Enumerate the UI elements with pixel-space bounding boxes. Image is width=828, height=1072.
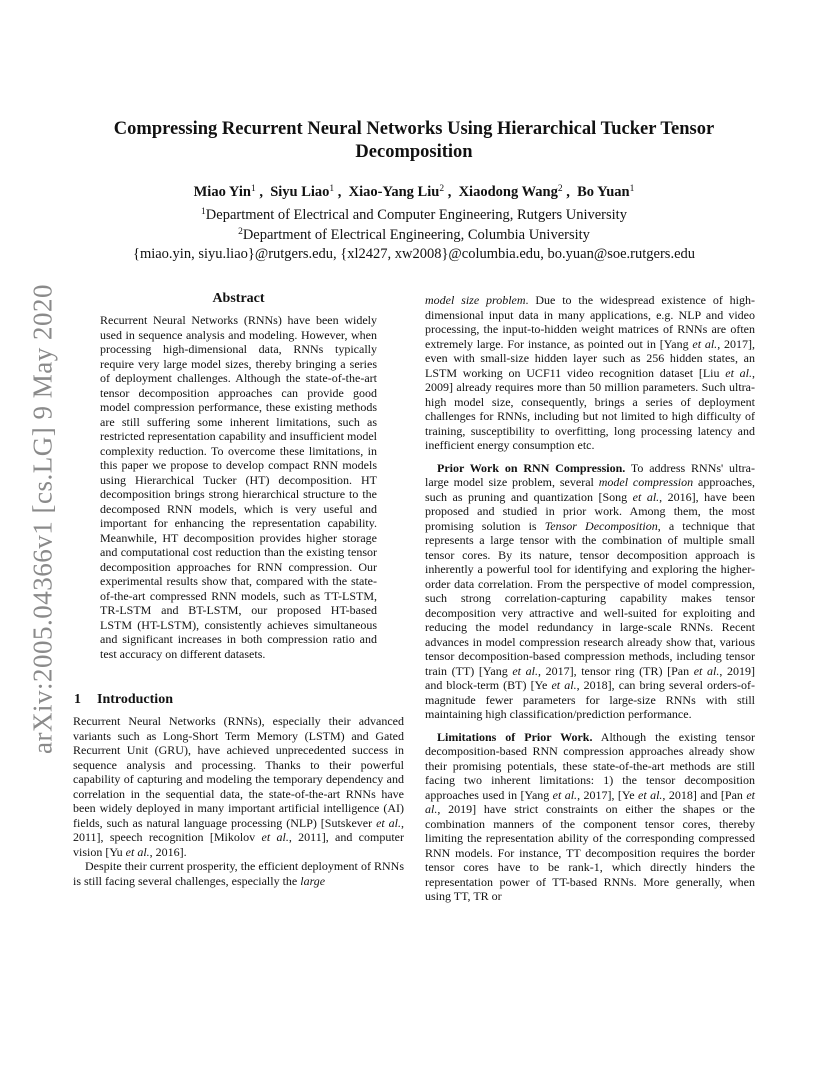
limitations-paragraph bbox=[425, 730, 755, 904]
right-column bbox=[425, 293, 755, 904]
text-run: , 2017], even with small-size hidden layer such as 256 hidden states, an LSTM working on UCF11 video recognition dataset [Liu bbox=[425, 336, 755, 380]
author bbox=[194, 184, 256, 200]
affiliations bbox=[60, 204, 768, 244]
text-run: , 2016]. bbox=[149, 844, 187, 859]
text-run: , 2018] and [Pan bbox=[662, 787, 747, 802]
affiliation-text: Department of Electrical Engineering, Columbia University bbox=[242, 227, 590, 243]
text-run: Despite their current prosperity, the efficient deployment of RNNs is still facing several challenges, especially the bbox=[73, 859, 404, 888]
italic-text-run: et al. bbox=[261, 830, 289, 844]
italic-text-run: model compression bbox=[598, 475, 694, 489]
author-affiliation-mark: 1 bbox=[629, 184, 635, 194]
text-run: , 2019] and block-term (BT) [Ye bbox=[425, 663, 756, 692]
intro-paragraph-1 bbox=[73, 714, 404, 859]
author-name: Miao Yin bbox=[193, 184, 251, 200]
text-run: , 2011], speech recognition [Mikolov bbox=[73, 815, 404, 844]
affiliation bbox=[60, 204, 768, 224]
text-run: , 2011], and computer vision [Yu bbox=[73, 830, 404, 859]
text-run: , 2018], can bring several orders-of-magnitude fewer parameters for large-size RNNs with still maintaining high classification/prediction performance. bbox=[425, 678, 755, 721]
italic-text-run: et al. bbox=[425, 787, 755, 816]
italic-text-run: et al. bbox=[125, 844, 150, 859]
italic-text-run: et al. bbox=[632, 489, 660, 504]
text-run: approaches, such as pruning and quantization [Song bbox=[425, 475, 755, 504]
italic-text-run: large bbox=[300, 873, 326, 888]
italic-text-run: et al. bbox=[512, 663, 538, 678]
author-name: Xiao-Yang Liu bbox=[348, 184, 440, 200]
italic-text-run: et al. bbox=[692, 336, 718, 351]
affiliation-text: Department of Electrical and Computer Engineering, Rutgers University bbox=[205, 207, 627, 223]
text-run: . Due to the widespread existence of high-dimensional input data in many applications, e.g. NLP and video processing, the input-to-hidden weight matrices of RNNs are often extremely large. For instance, as pointed out in [Yang bbox=[425, 293, 755, 351]
abstract-heading: Abstract bbox=[212, 291, 265, 306]
author-name: Siyu Liao bbox=[270, 184, 330, 200]
paragraph-body bbox=[425, 730, 755, 904]
abstract-text: Recurrent Neural Networks (RNNs) have been widely used in sequence analysis and modeling. However, when processing high-dimensional data, RNNs typically require very large model sizes, thereby bringing a series of deployment challenges. Although the state-of-the-art tensor decomposition approaches can provide good model compression performance, these existing methods are still suffering some inherent limitations, such as restricted representation capability and insufficient model complexity reduction. To overcome these limitations, in this paper we propose to develop compact RNN models using Hierarchical Tucker (HT) decomposition. HT decomposition brings strong hierarchical structure to the decomposed RNN models, which is very useful and important for enhancing the representation capability. Meanwhile, HT decomposition provides higher storage and computational cost reduction than the existing tensor decomposition approaches for RNN compression. Our experimental results show that, compared with the state-of-the-art compressed RNN models, such as TT-LSTM, TR-LSTM and BT-LSTM, our proposed HT-based LSTM (HT-LSTM), consistently achieves simultaneous and significant increases in both compression ratio and test accuracy on different datasets. bbox=[100, 313, 377, 661]
author-affiliation-mark: 2 bbox=[439, 184, 445, 194]
left-column bbox=[73, 290, 404, 888]
text-run: To address RNNs' ultra-large model size problem, several bbox=[425, 460, 755, 489]
section-number: 1 bbox=[74, 692, 81, 707]
text-run: Although the existing tensor decomposition-based RNN compression approaches already show their promising potentials, these state-of-the-art methods are still facing two inherent limitations: 1) the tensor decomposition approaches used in [Yang bbox=[425, 729, 755, 802]
paper-title: Compressing Recurrent Neural Networks Using Hierarchical Tucker Tensor Decomposition bbox=[113, 119, 715, 162]
arxiv-stamp[interactable]: arXiv:2005.04366v1 [cs.LG] 9 May 2020 bbox=[27, 284, 58, 754]
author-affiliation-mark: 1 bbox=[250, 184, 256, 194]
affiliation-mark: 2 bbox=[238, 227, 243, 237]
paragraph-run-in-heading: Limitations of Prior Work. bbox=[437, 729, 593, 744]
text-run: , 2019] have strict constraints on either the shapes or the combination manners of the component tensor cores, thereby limiting the representation ability of the corresponding compressed RNN models. For instance, TT decomposition requires the border tensor cores have to be rank-1, which directly hinders the representation power of TT-based RNNs. More generally, when using TT, TR or bbox=[425, 802, 755, 903]
author-affiliation-mark: 1 bbox=[329, 184, 335, 194]
author bbox=[577, 184, 634, 200]
author bbox=[459, 184, 563, 200]
intro-paragraph-3 bbox=[425, 293, 755, 453]
author-name: Bo Yuan bbox=[577, 184, 630, 200]
arxiv-sidebar bbox=[26, 284, 60, 754]
author-emails: {miao.yin, siyu.liao}@rutgers.edu, {xl2427, xw2008}@columbia.edu, bo.yuan@soe.rutgers.edu bbox=[132, 246, 696, 262]
author-list: Miao Yin$^1$ , Siyu Liao$^1$ , Xiao-Yang Liu$^2$ , Xiaodong Wang$^2$ , Bo Yuan$^1$ bbox=[193, 184, 635, 200]
text-run: , 2016], have been proposed and studied in prior work. Among them, the most promising solution is bbox=[425, 489, 755, 533]
italic-text-run: et al. bbox=[376, 815, 401, 830]
text-run: , a technique that represents a large tensor with the combination of multiple small tensor cores. By its nature, tensor decomposition approach is inherently a powerful tool for identifying and exploring the higher-order data correlation. From the perspective of model compression, such strong correlation-capturing capability makes tensor decomposition very attractive and well-suited for exploiting and reducing the model redundancy in large-scale RNNs. Recent advances in model compression research already show that, various tensor decomposition-based compression methods, including tensor train (TT) [Yang bbox=[425, 518, 756, 678]
italic-text-run: model size problem bbox=[425, 293, 526, 307]
author bbox=[270, 184, 334, 200]
italic-text-run: et al. bbox=[693, 663, 720, 678]
italic-text-run: et al. bbox=[551, 678, 577, 692]
author bbox=[349, 184, 444, 200]
italic-text-run: et al. bbox=[552, 787, 578, 802]
section-title: Introduction bbox=[97, 692, 173, 707]
italic-text-run: et al. bbox=[725, 365, 753, 380]
paragraph-body bbox=[425, 461, 755, 722]
affiliation bbox=[60, 224, 768, 244]
author-affiliation-mark: 2 bbox=[557, 184, 563, 194]
text-run: , 2009] already requires more than 50 million parameters. Such ultra-high model size, consequently, brings a series of deployment challenges for RNNs, including but not limited to high difficulty of training, susceptibility to overfitting, long processing latency and inefficient energy consumption etc. bbox=[425, 365, 756, 452]
italic-text-run: et al. bbox=[638, 787, 663, 802]
author-name: Xiaodong Wang bbox=[458, 184, 558, 200]
section-heading-introduction bbox=[74, 691, 404, 709]
italic-text-run: Tensor Decomposition bbox=[544, 518, 658, 533]
paragraph-run-in-heading: Prior Work on RNN Compression. bbox=[437, 460, 626, 475]
intro-paragraph-2 bbox=[73, 859, 404, 888]
text-run: Recurrent Neural Networks (RNNs), especially their advanced variants such as Long-Short Term Memory (LSTM) and Gated Recurrent Unit (GRU), have achieved unprecedented success in sequence analysis and processing. Thanks to their powerful capability of capturing and modeling the temporary dependency and correlation in the sequential data, the state-of-the-art RNNs have been widely deployed in many important artificial intelligence (AI) fields, such as natural language processing (NLP) [Sutskever bbox=[73, 714, 404, 830]
affiliation-mark: 1 bbox=[201, 207, 206, 217]
text-run: , 2017], [Ye bbox=[577, 787, 639, 802]
text-run: , 2017], tensor ring (TR) [Pan bbox=[537, 663, 694, 678]
prior-work-paragraph bbox=[425, 461, 755, 722]
